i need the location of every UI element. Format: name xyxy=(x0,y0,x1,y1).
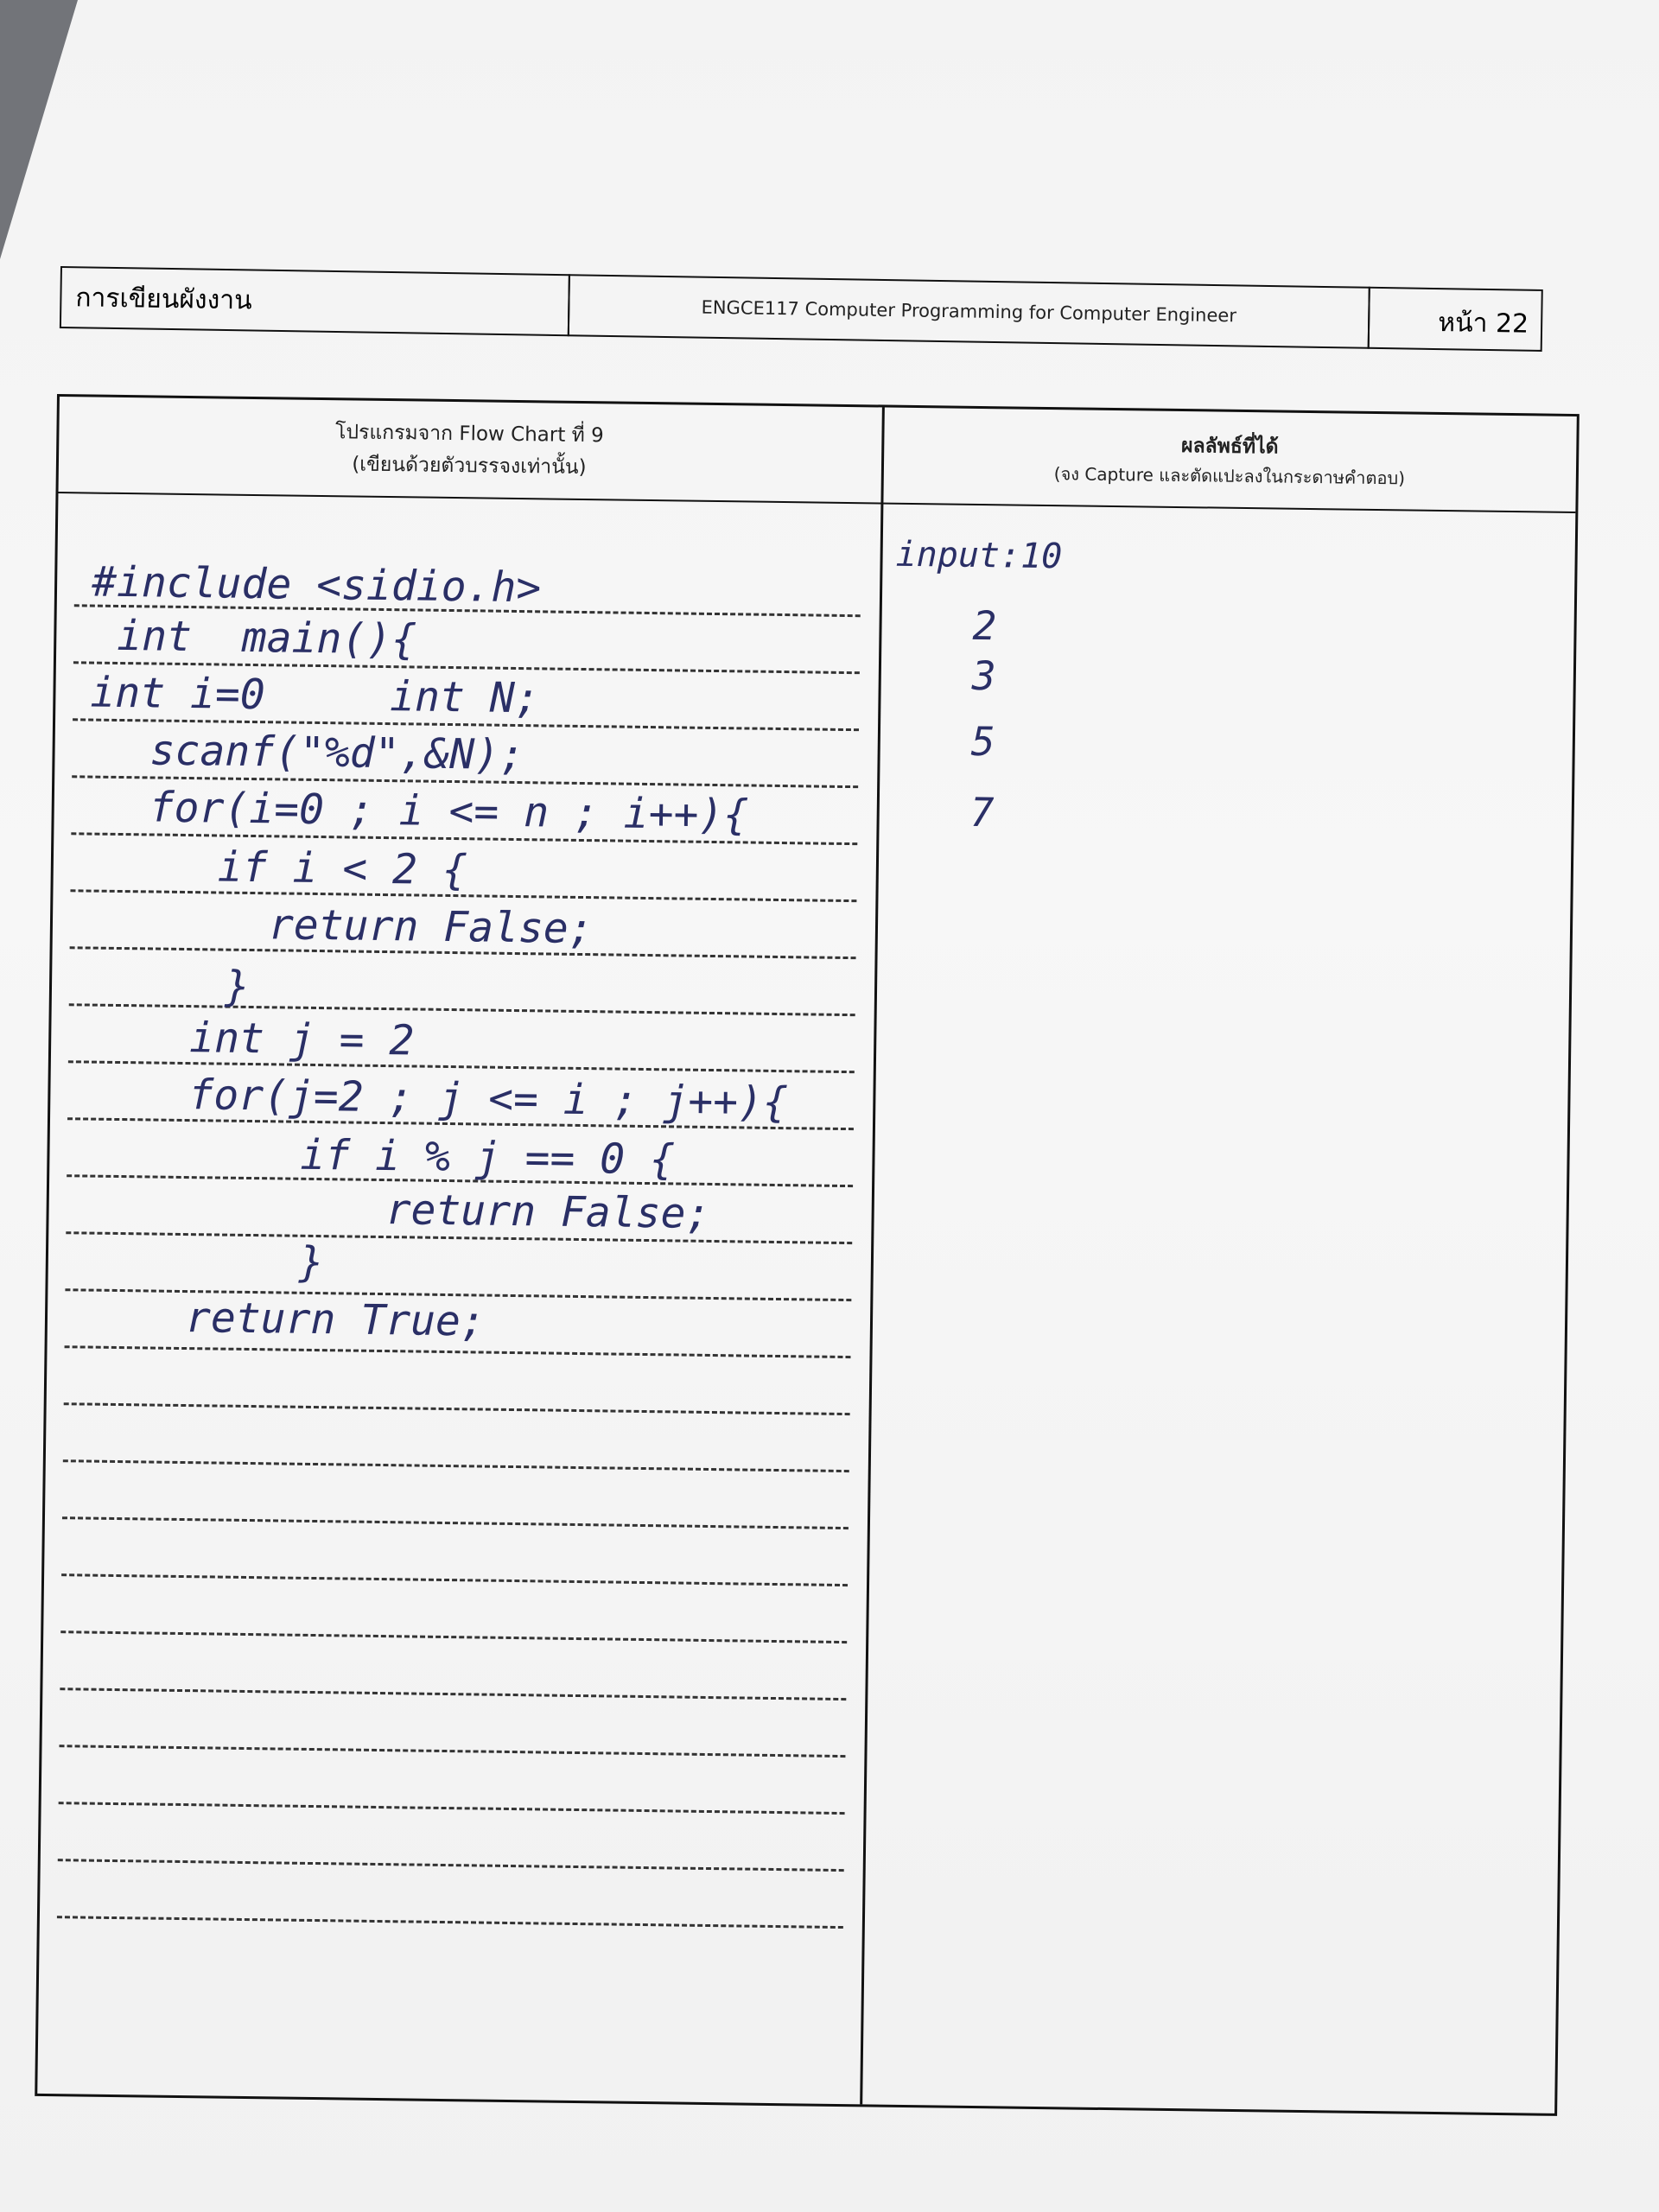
code-line: int main(){ xyxy=(116,611,417,664)
ruled-line xyxy=(59,1745,845,1758)
code-line: int i=0 int N; xyxy=(90,668,540,723)
code-line: return True; xyxy=(185,1294,486,1346)
ruled-line xyxy=(63,1459,849,1472)
ruled-line xyxy=(58,1859,844,1872)
code-line: if i % j == 0 { xyxy=(300,1130,676,1185)
code-line: #include <sidio.h> xyxy=(91,557,542,613)
code-line: if i < 2 { xyxy=(217,842,468,895)
section-title: การเขียนผังงาน xyxy=(60,266,570,336)
ruled-line xyxy=(68,1060,855,1073)
column-divider xyxy=(860,408,885,2105)
ruled-line xyxy=(64,1402,850,1415)
code-line: int j = 2 xyxy=(188,1014,415,1065)
ruled-line xyxy=(62,1516,849,1529)
result-heading-line2: (จง Capture และตัดแปะลงในกระดาษคำตอบ) xyxy=(1053,463,1406,489)
code-line: return False; xyxy=(268,900,594,954)
output-value: 3 xyxy=(971,652,996,700)
ruled-line xyxy=(60,1688,846,1700)
page-shadow xyxy=(0,0,78,259)
code-line: for(j=2 ; j <= i ; j++){ xyxy=(188,1071,789,1128)
output-value: 7 xyxy=(969,788,995,836)
worksheet-table xyxy=(35,394,1580,2116)
course-title: ENGCE117 Computer Programming for Computer Engineer xyxy=(568,274,1370,349)
ruled-line xyxy=(59,1802,845,1815)
code-line: } xyxy=(224,962,251,1011)
output-value: 2 xyxy=(972,601,997,650)
program-column-heading xyxy=(59,402,880,499)
output-input-label: input:10 xyxy=(895,534,1063,577)
ruled-line xyxy=(61,1573,848,1586)
code-line: for(i=0 ; i <= n ; i++){ xyxy=(149,783,749,840)
output-value: 5 xyxy=(970,717,995,766)
code-line: } xyxy=(298,1237,325,1287)
ruled-line xyxy=(69,1003,855,1016)
program-heading-line1: โปรแกรมจาก Flow Chart ที่ 9 xyxy=(334,421,604,448)
ruled-line xyxy=(65,1345,851,1358)
result-column-heading xyxy=(883,413,1575,508)
code-line: return False; xyxy=(385,1185,711,1238)
program-heading-line2: (เขียนด้วยตัวบรรจงเท่านั้น) xyxy=(352,453,587,480)
page-number: หน้า 22 xyxy=(1368,287,1543,352)
ruled-line xyxy=(57,1916,843,1929)
result-heading-line1: ผลลัพธ์ที่ได้ xyxy=(1180,434,1279,459)
ruled-line xyxy=(60,1630,847,1643)
code-line: scanf("%d",&N); xyxy=(149,726,525,780)
